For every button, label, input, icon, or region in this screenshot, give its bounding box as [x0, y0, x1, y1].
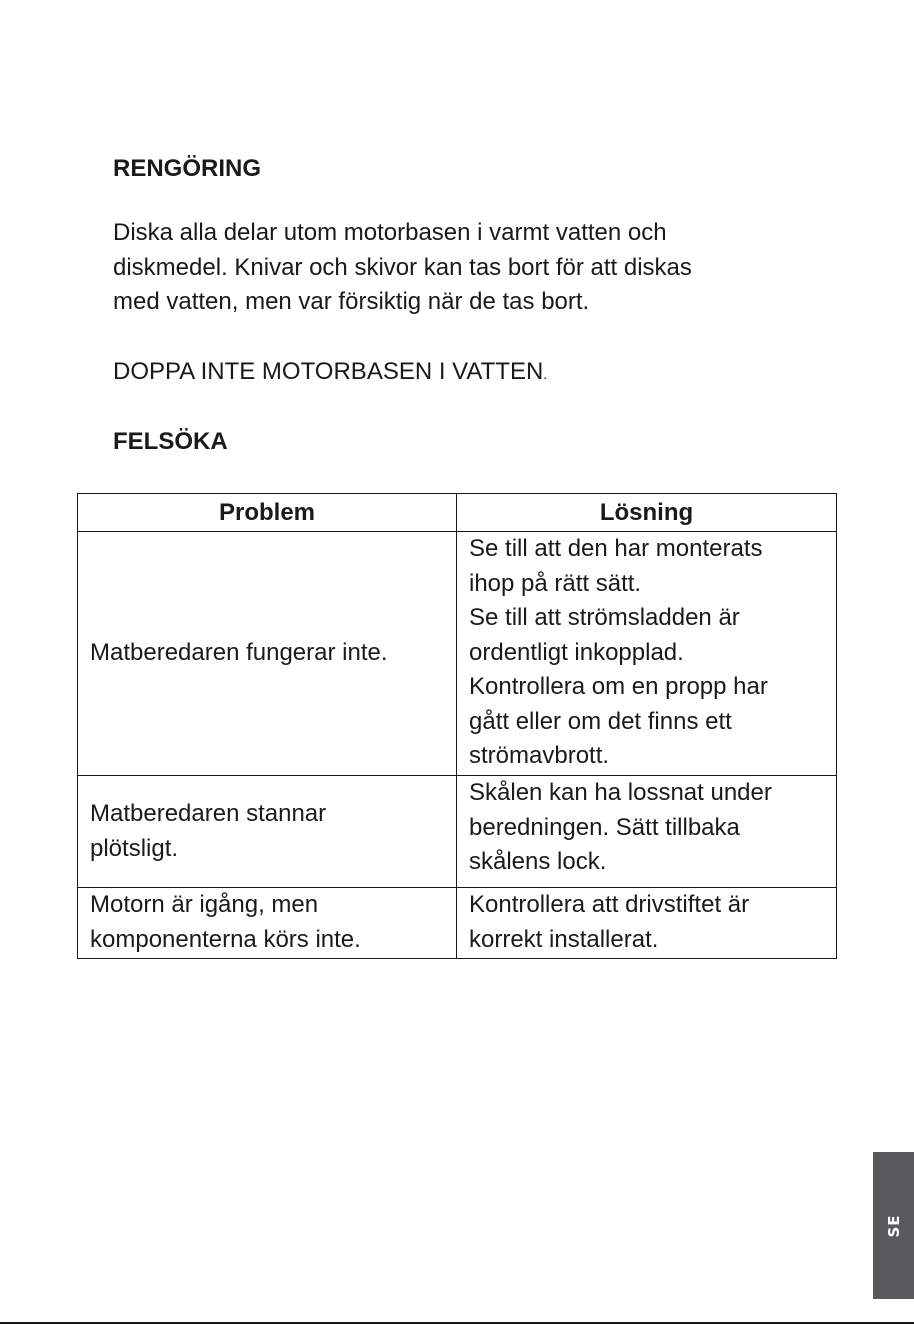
solution-line: gått eller om det finns ett — [469, 707, 732, 735]
solution-cell — [457, 888, 837, 959]
warning-text: DOPPA INTE MOTORBASEN I VATTEN — [113, 358, 544, 385]
table-row — [78, 532, 837, 776]
problem-cell — [78, 776, 457, 888]
troubleshooting-table — [77, 493, 837, 959]
solution-line: strömavbrott. — [469, 742, 610, 769]
cleaning-line: med vatten, men var försiktig när de tas bort. — [113, 288, 590, 315]
solution-line: Skålen kan ha lossnat under — [469, 779, 772, 806]
solution-line: beredningen. Sätt tillbaka — [469, 813, 740, 841]
solution-line: ordentligt inkopplad. — [469, 638, 684, 666]
cleaning-line: Diska alla delar utom motorbasen i varmt vatten och — [113, 219, 667, 246]
language-tab-label: SE — [884, 1213, 903, 1238]
cleaning-paragraph — [113, 216, 813, 320]
problem-line: plötsligt. — [90, 834, 179, 862]
problem-line: Matberedaren stannar — [90, 800, 327, 827]
solution-cell — [457, 776, 837, 888]
solution-line: ihop på rätt sätt. — [469, 569, 642, 597]
troubleshooting-heading: FELSÖKA — [113, 428, 228, 455]
table-header-row — [78, 494, 837, 532]
solution-line: Kontrollera att drivstiftet är — [469, 891, 750, 918]
solution-column-header: Lösning — [457, 494, 837, 532]
warning-period: . — [543, 366, 548, 382]
solution-line: Kontrollera om en propp har — [469, 673, 768, 700]
problem-line: Motorn är igång, men — [90, 891, 319, 918]
cleaning-line: diskmedel. Knivar och skivor kan tas bort för att diskas — [113, 253, 692, 281]
solution-line: Se till att strömsladden är — [469, 604, 740, 631]
problem-column-header: Problem — [78, 494, 457, 532]
solution-line: Se till att den har monterats — [469, 535, 763, 562]
problem-cell: Matberedaren fungerar inte. — [78, 532, 457, 776]
cleaning-heading: RENGÖRING — [113, 155, 262, 182]
problem-cell — [78, 888, 457, 959]
problem-line: komponenterna körs inte. — [90, 925, 361, 953]
language-tab — [873, 1152, 914, 1299]
solution-line: korrekt installerat. — [469, 925, 659, 953]
solution-line: skålens lock. — [469, 848, 607, 875]
table-row — [78, 888, 837, 959]
cleaning-warning — [113, 355, 813, 392]
solution-cell — [457, 532, 837, 776]
table-row — [78, 776, 837, 888]
